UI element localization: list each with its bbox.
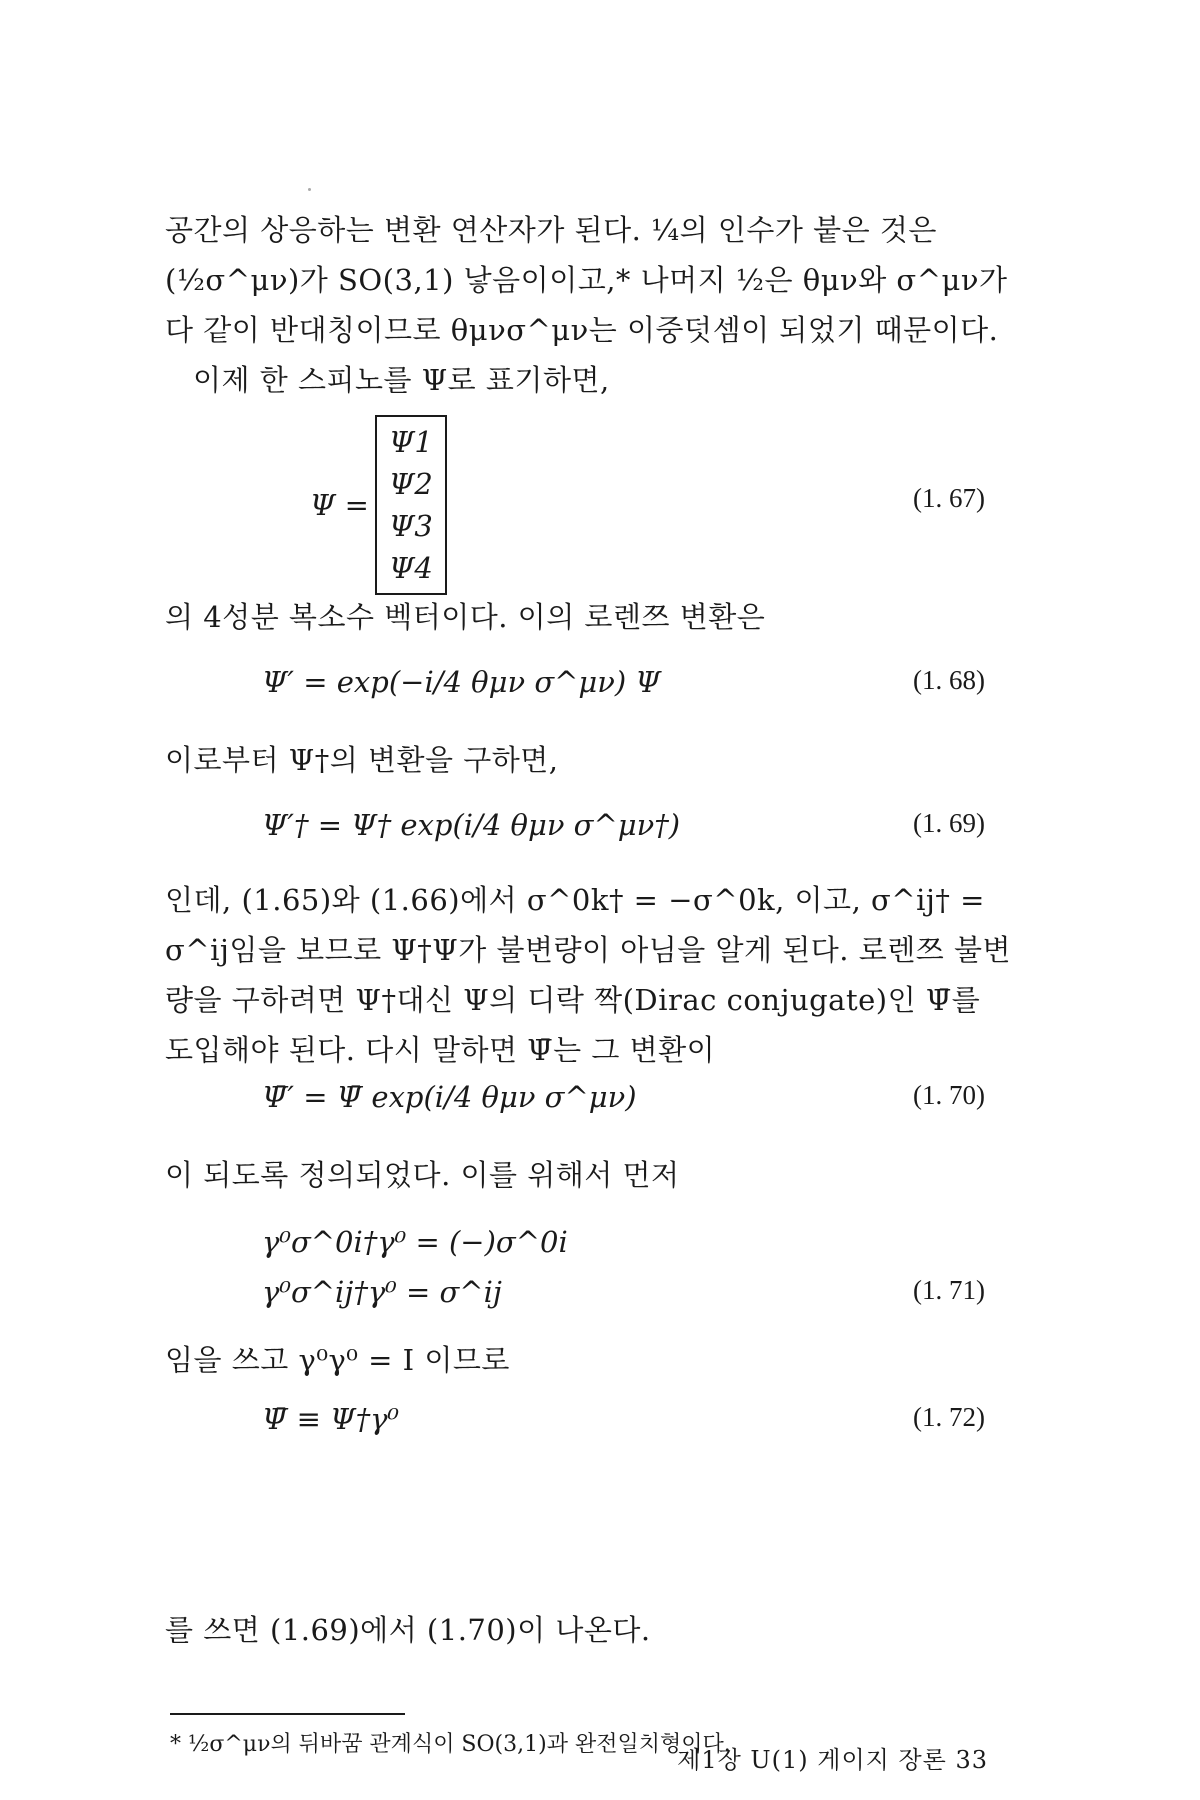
matrix-entry: Ψ4 — [388, 551, 433, 585]
equation-1-68: Ψ′ = exp(−i/4 θμν σ^μν) Ψ — [262, 665, 661, 699]
equation-number: (1. 69) — [913, 808, 985, 838]
equation-1-71b: γ⁰σ^ij†γ⁰ = σ^ij — [262, 1275, 502, 1309]
equation-1-71a: γ⁰σ^0i†γ⁰ = (−)σ^0i — [262, 1225, 568, 1259]
equation-1-69: Ψ′† = Ψ† exp(i/4 θμν σ^μν†) — [262, 808, 681, 842]
paragraph-text: 를 쓰면 (1.69)에서 (1.70)이 나온다. — [165, 1613, 651, 1647]
paragraph-text: 이 되도록 정의되었다. 이를 위해서 먼저 — [165, 1158, 680, 1192]
equation-1-67 — [310, 415, 447, 595]
equation-number: (1. 70) — [913, 1080, 985, 1110]
paragraph-conclusion — [165, 1605, 1015, 1655]
matrix-entry: Ψ3 — [388, 509, 433, 543]
equation-number: (1. 67) — [913, 483, 985, 513]
paragraph-spinor-notation — [165, 355, 1015, 405]
equation-number: (1. 72) — [913, 1402, 985, 1432]
paragraph-gamma-identity — [165, 1335, 1015, 1385]
column-vector — [375, 415, 447, 595]
paragraph-four-component — [165, 592, 1015, 642]
paragraph-text: 공간의 상응하는 변환 연산자가 된다. ¼의 인수가 붙은 것은 (½σ^μν)가 SO(3,1) 낳음이이고,* 나머지 ½은 θμν와 σ^μν가 다 같이 반대칭이므로 θμνσ^μν는 이중덧셈이 되었기 때문이다. — [165, 213, 1008, 347]
paragraph-adjoint — [165, 735, 1015, 785]
matrix-lhs: Ψ = — [310, 488, 369, 522]
footnote: * ½σ^μν의 뒤바꿈 관계식이 SO(3,1)과 완전일치형이다. — [170, 1732, 731, 1757]
equation-1-72: Ψ̄ ≡ Ψ†γ⁰ — [262, 1402, 400, 1436]
paragraph-dirac-conjugate — [165, 875, 1015, 1075]
paragraph-intro — [165, 205, 1015, 355]
paragraph-text: 의 4성분 복소수 벡터이다. 이의 로렌쯔 변환은 — [165, 600, 766, 634]
equation-number: (1. 68) — [913, 665, 985, 695]
equation-number: (1. 71) — [913, 1275, 985, 1305]
paragraph-text: 이제 한 스피노를 Ψ로 표기하면, — [193, 363, 610, 397]
paragraph-text: 이로부터 Ψ†의 변환을 구하면, — [165, 743, 559, 777]
paragraph-text: 임을 쓰고 γ⁰γ⁰ = I 이므로 — [165, 1343, 510, 1377]
equation-1-70: Ψ̄′ = Ψ̄ exp(i/4 θμν σ^μν) — [262, 1080, 637, 1114]
running-footer: 제1장 U(1) 게이지 장론 33 — [677, 1746, 988, 1774]
paragraph-definition — [165, 1150, 1015, 1200]
paragraph-text: 인데, (1.65)와 (1.66)에서 σ^0k† = −σ^0k, 이고, σ^ij† = σ^ij임을 보므로 Ψ†Ψ가 불변량이 아님을 알게 된다. 로렌쯔 불변량을 구하려면 Ψ†대신 Ψ의 디락 짝(Dirac conjugate)인 Ψ̄를 도입해야 된다. 다시 말하면 Ψ̄는 그 변환이 — [165, 883, 1011, 1067]
matrix-entry: Ψ1 — [388, 425, 433, 459]
scan-speck — [308, 188, 311, 191]
footnote-rule — [170, 1713, 405, 1715]
matrix-entry: Ψ2 — [388, 467, 433, 501]
